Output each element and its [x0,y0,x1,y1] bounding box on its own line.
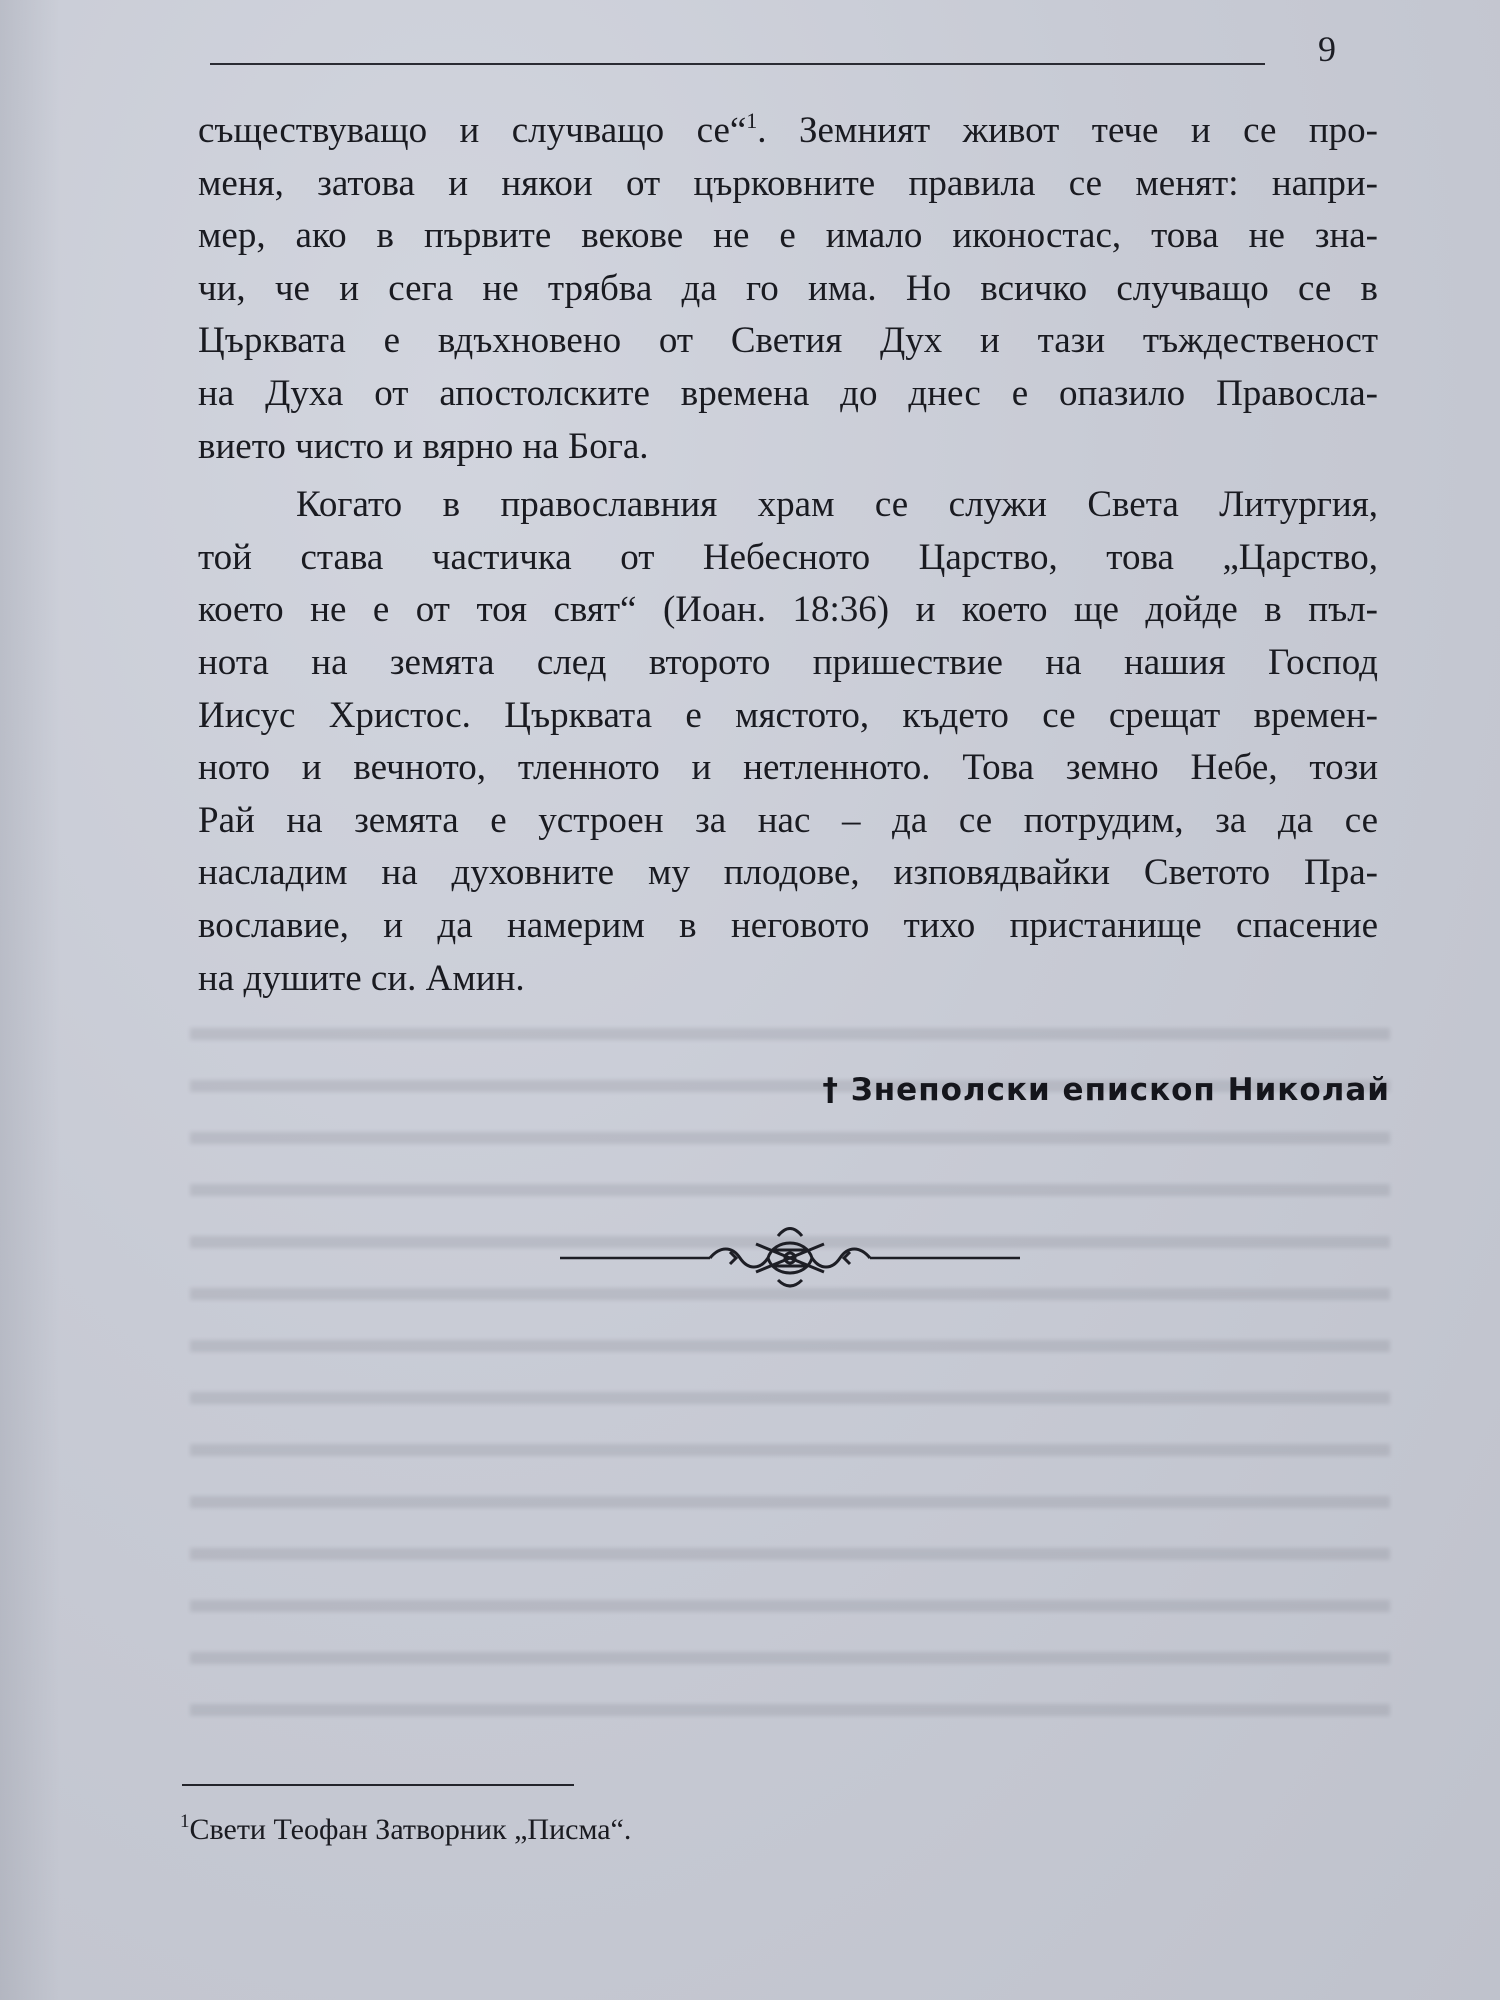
text-line: Църквата е вдъхновено от Светия Дух и тази тъждественост [198,320,1378,362]
text-line: нота на земята след второто пришествие на нашия Господ [198,641,1378,683]
footnote [180,1810,631,1850]
text-line: на душите си. Амин. [198,957,525,999]
text-line: мер, ако в първите векове не е имало иконостас, това не зна- [198,215,1378,257]
footnote-reference: 1 [746,108,758,133]
ornament-divider [560,1222,1020,1290]
main-text [198,105,1378,1005]
footnote-marker: 1 [180,1811,190,1832]
footnote-rule [182,1784,574,1786]
text-line: което не е от тоя свят“ (Иоан. 18:36) и което ще дойде в пъл- [198,589,1378,631]
bleed-through-text [190,1010,1390,1730]
text-line: меня, затова и някои от църковните правила се менят: напри- [198,162,1378,204]
text-line: Когато в православния храм се служи Света Литургия, [296,484,1378,526]
text-line: насладим на духовните му плодове, изповядвайки Светото Пра- [198,852,1378,894]
page-number: 9 [1318,29,1336,69]
text-line: вието чисто и вярно на Бога. [198,425,649,467]
signature: † Знеполски епископ Николай [822,1072,1390,1108]
text-line: ното и вечното, тленното и нетленното. Това земно Небе, този [198,747,1378,789]
text-line: съществуващо и случващо се“$^1$. Земният живот тече и се про- [198,108,1378,151]
header-rule [210,63,1265,65]
text-line: вославие, и да намерим в неговото тихо пристанище спасение [198,904,1378,946]
text-line: чи, че и сега не трябва да го има. Но всичко случващо се в [198,267,1378,309]
text-line: той става частичка от Небесното Царство, това „Царство, [198,536,1378,578]
footnote-text: Свети Теофан Затворник „Писма“. [189,1813,632,1846]
text-line: Рай на земята е устроен за нас – да се потрудим, за да се [198,799,1378,841]
text-line: на Духа от апостолските времена до днес е опазило Правосла- [198,372,1378,414]
text-line: Иисус Христос. Църквата е мястото, където се срещат времен- [198,694,1378,736]
